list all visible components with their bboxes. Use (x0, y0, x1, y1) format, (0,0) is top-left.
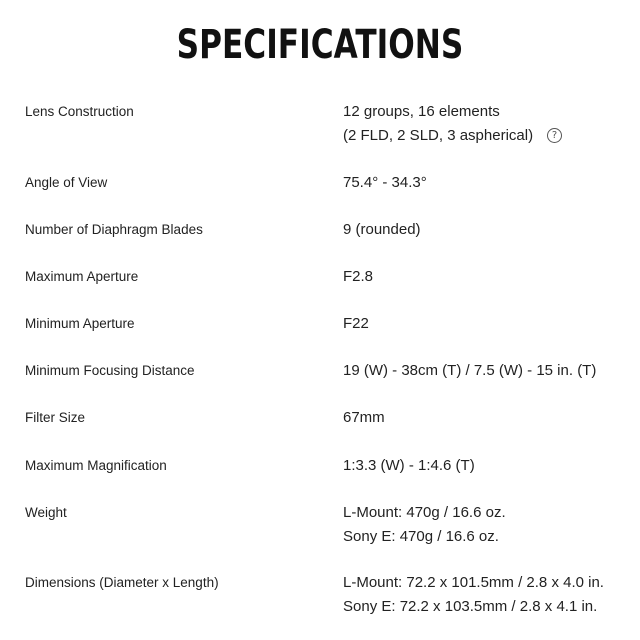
spec-value (343, 100, 562, 148)
spec-label: Dimensions (Diameter x Length) (25, 575, 219, 590)
spec-label: Angle of View (25, 175, 108, 190)
spec-value-line: 1:3.3 (W) - 1:4.6 (T) (343, 457, 475, 474)
spec-label: Maximum Magnification (25, 458, 167, 473)
spec-value-line: 67mm (343, 409, 385, 426)
spec-label: Minimum Focusing Distance (25, 363, 195, 378)
help-icon[interactable]: ? (547, 128, 562, 143)
spec-value-text: (2 FLD, 2 SLD, 3 aspherical) (343, 127, 534, 144)
spec-value-line: L-Mount: 72.2 x 101.5mm / 2.8 x 4.0 in. (343, 574, 604, 591)
spec-value (343, 265, 373, 289)
spec-value-line-with-help (343, 124, 562, 148)
spec-label: Minimum Aperture (25, 316, 135, 331)
spec-value-line: 9 (rounded) (343, 221, 421, 238)
spec-value-line: F22 (343, 315, 369, 332)
spec-label: Number of Diaphragm Blades (25, 222, 203, 237)
spec-value-line: 75.4° - 34.3° (343, 174, 427, 191)
spec-value (343, 454, 475, 478)
spec-value (343, 501, 506, 549)
spec-value (343, 218, 421, 242)
spec-value (343, 406, 385, 430)
spec-label: Lens Construction (25, 104, 134, 119)
spec-value-line: Sony E: 470g / 16.6 oz. (343, 528, 499, 545)
page-title: SPECIFICATIONS (176, 22, 464, 68)
spec-label: Filter Size (25, 410, 86, 425)
spec-value-line: 19 (W) - 38cm (T) / 7.5 (W) - 15 in. (T) (343, 362, 597, 379)
spec-value (343, 312, 369, 336)
spec-value (343, 359, 596, 383)
spec-value-line: F2.8 (343, 268, 374, 285)
spec-value-line: L-Mount: 470g / 16.6 oz. (343, 504, 506, 521)
spec-value (343, 171, 427, 195)
spec-label: Weight (25, 505, 67, 520)
spec-value-line: 12 groups, 16 elements (343, 103, 500, 120)
spec-value-line: Sony E: 72.2 x 103.5mm / 2.8 x 4.1 in. (343, 598, 598, 615)
spec-label: Maximum Aperture (25, 269, 139, 284)
spec-value (343, 571, 604, 619)
